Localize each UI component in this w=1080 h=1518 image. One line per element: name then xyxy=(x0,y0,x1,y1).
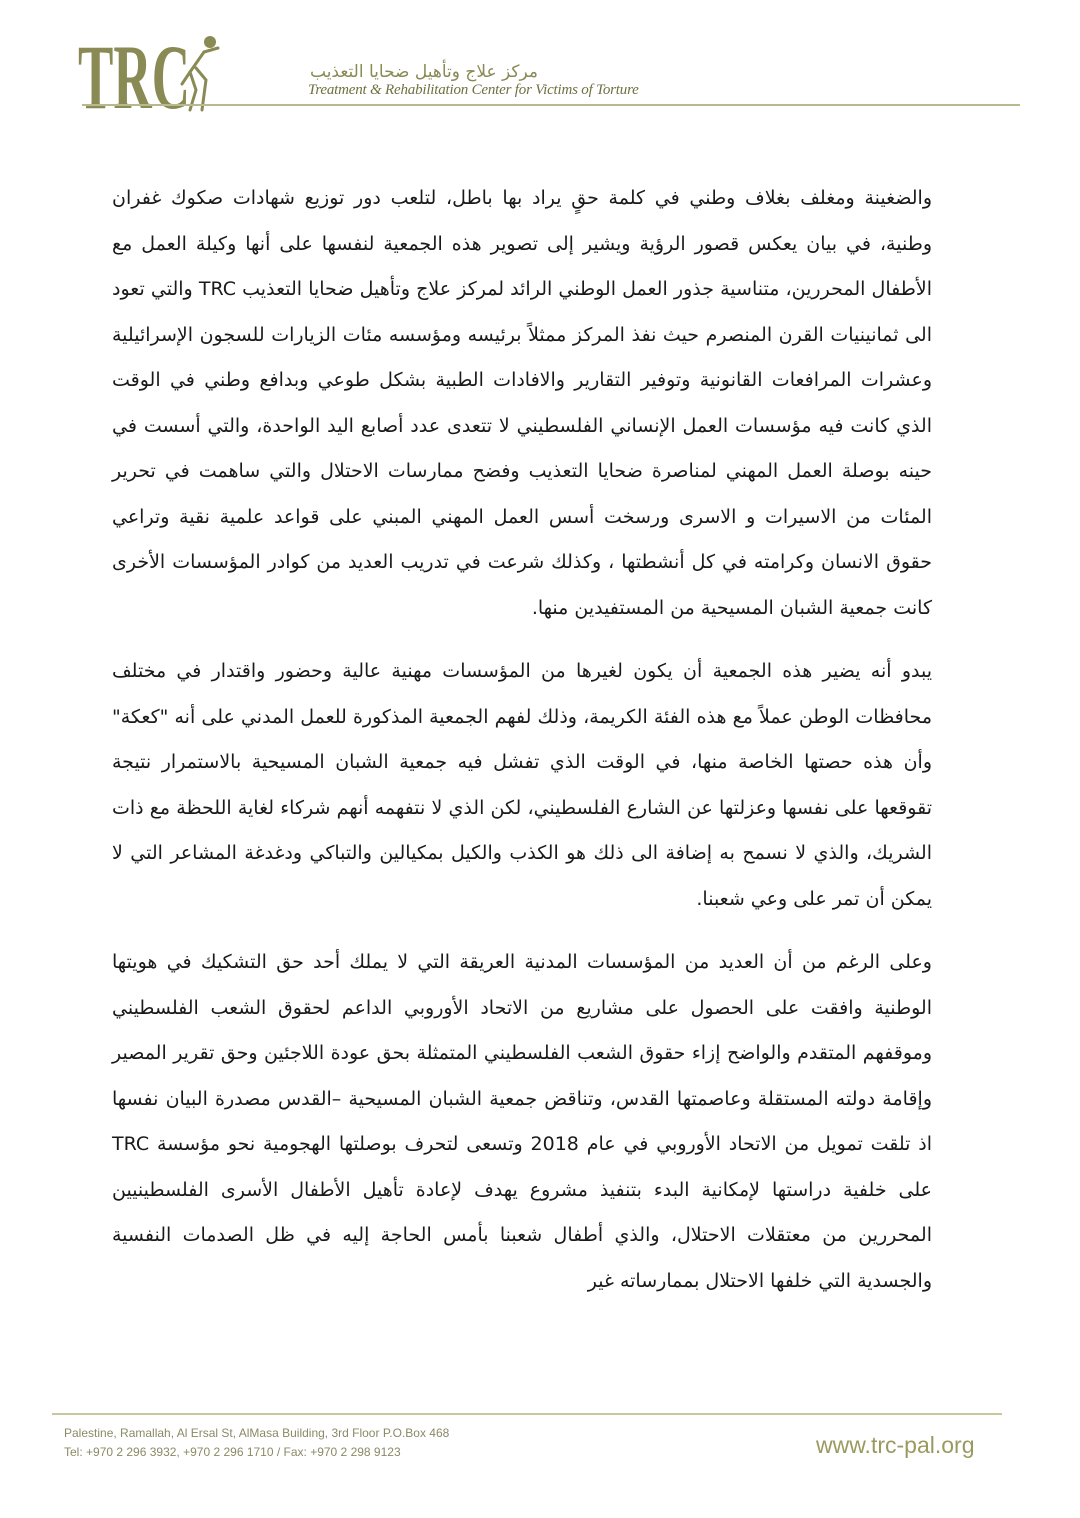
paragraph-1: والضغينة ومغلف بغلاف وطني في كلمة حقٍ يراد بها باطل، لتلعب دور توزيع شهادات صكوك غفران وطنية، في بيان يعكس قصور الرؤية ويشير إلى تصوير هذه الجمعية لنفسها على أنها وكيلة العمل مع الأطفال المحررين، متناسية جذور العمل الوطني الرائد لمركز علاج وتأهيل ضحايا التعذيب TRC والتي تعود الى ثمانينيات القرن المنصرم حيث نفذ المركز ممثلاً برئيسه ومؤسسه مئات الزيارات للسجون الإسرائيلية وعشرات المرافعات القانونية وتوفير التقارير والافادات الطبية بشكل طوعي وبدافع وطني في الوقت الذي كانت فيه مؤسسات العمل الإنساني الفلسطيني لا تتعدى عدد أصابع اليد الواحدة، والتي أسست في حينه بوصلة العمل المهني لمناصرة ضحايا التعذيب وفضح ممارسات الاحتلال والتي ساهمت في تحرير المئات من الاسيرات و الاسرى ورسخت أسس العمل المهني المبني على قواعد علمية نقية وتراعي حقوق الانسان وكرامته في كل أنشطتها ، وكذلك شرعت في تدريب العديد من كوادر المؤسسات الأخرى كانت جمعية الشبان المسيحية من المستفيدين منها. xyxy=(112,187,932,619)
org-name-english: Treatment & Rehabilitation Center for Victims of Torture xyxy=(308,82,639,98)
paragraph-3: وعلى الرغم من أن العديد من المؤسسات المدنية العريقة التي لا يملك أحد حق التشكيك في هويتها الوطنية وافقت على الحصول على مشاريع من الاتحاد الأوروبي الداعم لحقوق الشعب الفلسطيني وموقفهم المتقدم والواضح إزاء حقوق الشعب الفلسطيني المتمثلة بحق عودة اللاجئين وحق تقرير المصير وإقامة دولته المستقلة وعاصمتها القدس، وتناقض جمعية الشبان المسيحية –القدس مصدرة البيان نفسها اذ تلقت تمويل من الاتحاد الأوروبي في عام 2018 وتسعى لتحرف بوصلتها الهجومية نحو مؤسسة TRC على خلفية دراستها لإمكانية البدء بتنفيذ مشروع يهدف لإعادة تأهيل الأطفال الأسرى الفلسطينيين المحررين من معتقلات الاحتلال، والذي أطفال شعبنا بأمس الحاجة إليه في ظل الصدمات النفسية والجسدية التي خلفها الاحتلال بممارساته غير xyxy=(112,951,932,1292)
letter-body xyxy=(112,176,932,1322)
org-name-arabic: مركز علاج وتأهيل ضحايا التعذيب xyxy=(310,62,539,82)
letterhead xyxy=(72,22,1022,128)
footer-divider xyxy=(52,1413,1002,1415)
address-line: Palestine, Ramallah, Al Ersal St, AlMasa Building, 3rd Floor P.O.Box 468 xyxy=(64,1426,450,1440)
footer-address xyxy=(64,1424,449,1462)
trc-logo xyxy=(78,26,228,128)
paragraph-2: يبدو أنه يضير هذه الجمعية أن يكون لغيرها من المؤسسات مهنية عالية وحضور واقتدار في مختلف محافظات الوطن عملاً مع هذه الفئة الكريمة، وذلك لفهم الجمعية المذكورة للعمل المدني على أنه "كعكة" وأن هذه حصتها الخاصة منها، في الوقت الذي تفشل فيه جمعية الشبان المسيحية بالاستمرار نتيجة تقوقعها على نفسها وعزلتها عن الشارع الفلسطيني، لكن الذي لا نتفهمه أنهم شركاء لغاية اللحظة مع ذات الشريك، والذي لا نسمح به إضافة الى ذلك هو الكذب والكيل بمكيالين والتباكي ودغدغة المشاعر التي لا يمكن أن تمر على وعي شعبنا. xyxy=(112,660,932,910)
website-link[interactable]: www.trc-pal.org xyxy=(816,1432,975,1458)
contact-line: Tel: +970 2 296 3932, +970 2 296 1710 / Fax: +970 2 298 9123 xyxy=(64,1445,401,1459)
logo-text: TRC xyxy=(78,26,190,128)
header-divider xyxy=(82,104,1020,106)
